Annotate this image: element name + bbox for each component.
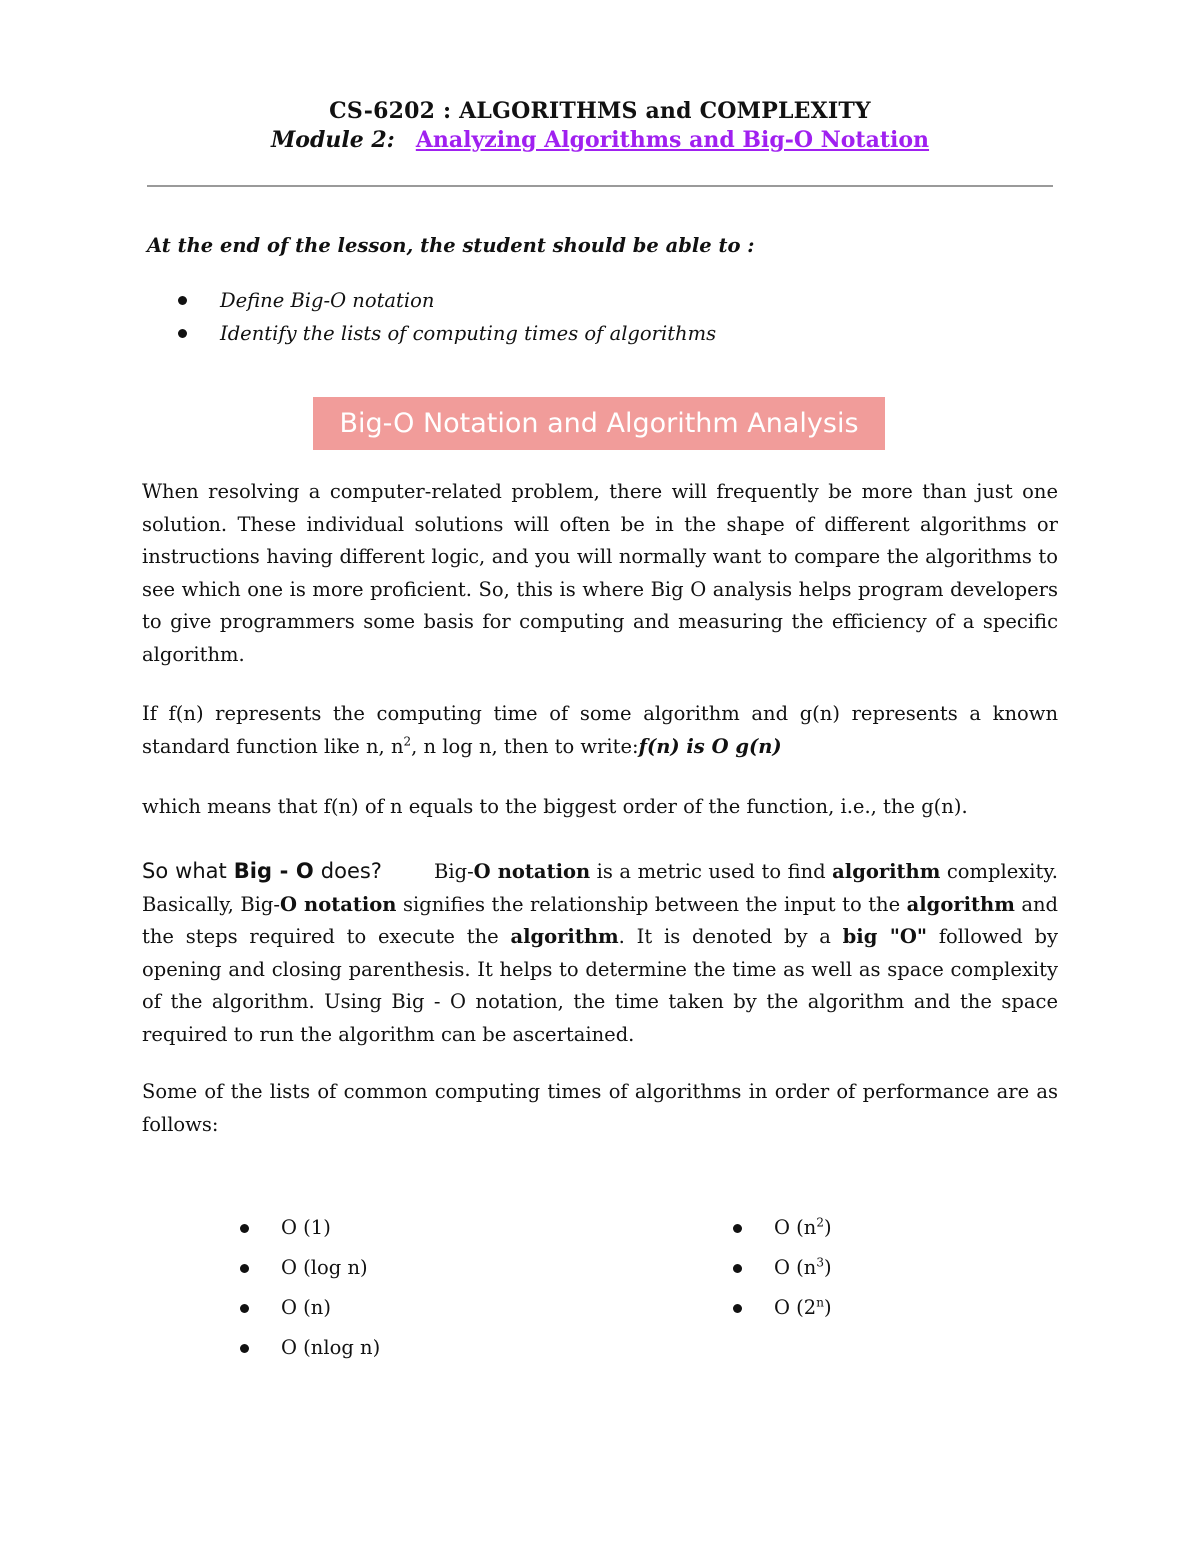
list-item (240, 1248, 380, 1288)
bullet-icon (240, 1224, 249, 1233)
module-spacer (402, 128, 409, 153)
complexity-list-left (240, 1208, 380, 1368)
objective-text: Identify the lists of computing times of algorithms (220, 321, 717, 345)
complexity-base: O (n (774, 1216, 817, 1239)
explanation-bold: algorithm (510, 925, 619, 948)
complexity-close: ) (824, 1256, 832, 1279)
complexity-exponent: 3 (816, 1255, 824, 1270)
explanation-segment: Big- (434, 860, 474, 883)
course-title: CS-6202 : ALGORITHMS and COMPLEXITY (329, 98, 871, 124)
complexity-text: O (1) (281, 1216, 331, 1239)
section-banner: Big-O Notation and Algorithm Analysis (313, 397, 885, 450)
big-o-explanation-paragraph (142, 855, 1058, 1051)
list-item (733, 1208, 832, 1248)
bullet-icon (240, 1344, 249, 1353)
complexity-text (774, 1251, 832, 1285)
question-lead-a: So what (142, 859, 234, 883)
complexity-text: O (n) (281, 1296, 331, 1319)
objectives-lead: At the end of the lesson, the student should be able to : (147, 234, 755, 257)
list-item (733, 1288, 832, 1328)
list-item (733, 1248, 832, 1288)
definition-text-1: If f(n) represents the computing time of some algorithm and g(n) represents a known standard function like n, n (142, 702, 1058, 758)
complexity-text: O (nlog n) (281, 1336, 381, 1359)
bullet-icon (240, 1304, 249, 1313)
module-title-link[interactable]: Analyzing Algorithms and Big-O Notation (415, 127, 930, 153)
bullet-icon (178, 296, 187, 305)
explanation-bold: algorithm (832, 860, 941, 883)
complexity-close: ) (824, 1216, 832, 1239)
module-prefix: Module 2: (270, 127, 395, 153)
bullet-icon (240, 1264, 249, 1273)
list-item (178, 317, 716, 350)
list-item (178, 284, 716, 317)
list-item (240, 1208, 380, 1248)
definition-paragraph (142, 698, 1058, 763)
question-lead (142, 859, 382, 883)
question-lead-c: does? (313, 859, 382, 883)
question-lead-b: Big - O (233, 859, 314, 883)
header-divider (147, 185, 1053, 187)
objective-text: Define Big-O notation (220, 288, 435, 312)
bullet-icon (733, 1264, 742, 1273)
explanation-segment: signifies the relationship between the input to the (396, 892, 907, 916)
complexity-text: O (log n) (281, 1256, 368, 1279)
explanation-segment: . It is denoted by a (618, 925, 843, 948)
complexity-text (774, 1211, 832, 1245)
complexity-base: O (2 (774, 1296, 817, 1319)
explanation-segment: complexity. Basically, Big- (142, 860, 1058, 916)
explanation-segment: and the steps required to execute the (142, 892, 1058, 948)
list-item (240, 1288, 380, 1328)
complexity-close: ) (823, 1296, 832, 1319)
complexity-exponent: n (816, 1295, 824, 1310)
intro-paragraph: When resolving a computer-related problem, there will frequently be more than just one solution. These individual solutions will often be in the shape of different algorithms or instructions having different logic, and you will normally want to compare the algorithms to see which one is more proficient. So, this is where Big O analysis helps program developers to give programmers some basis for computing and measuring the efficiency of a specific algorithm. (142, 480, 1058, 666)
complexity-base: O (n (774, 1256, 817, 1279)
explanation-bold: O notation (279, 892, 397, 916)
list-item (240, 1328, 380, 1368)
definition-text-2: , n log n, then to write: (411, 734, 639, 758)
definition-formula: f(n) is O g(n) (638, 734, 782, 758)
explanation-bold: big "O" (842, 925, 928, 948)
bullet-icon (733, 1224, 742, 1233)
module-heading (0, 127, 1200, 153)
bullet-icon (733, 1304, 742, 1313)
explanation-bold: algorithm (906, 892, 1015, 916)
definition-superscript: 2 (403, 734, 412, 748)
explanation-segment: is a metric used to find (590, 860, 833, 883)
lists-intro-paragraph: Some of the lists of common computing times of algorithms in order of performance are as follows: (142, 1080, 1058, 1136)
bullet-icon (178, 329, 187, 338)
explanation-segment: followed by opening and closing parenthesis. It helps to determine the time as well as space complexity of the algorithm. Using Big - O notation, the time taken by the algorithm and the space required to run the algorithm can be ascertained. (142, 925, 1059, 1046)
explanation-bold: O notation (473, 860, 591, 883)
complexity-exponent: 2 (816, 1215, 824, 1230)
objectives-list (178, 284, 716, 350)
complexity-text (774, 1291, 832, 1325)
meaning-paragraph: which means that f(n) of n equals to the biggest order of the function, i.e., the g(n). (142, 795, 968, 818)
complexity-list-right (733, 1208, 832, 1328)
